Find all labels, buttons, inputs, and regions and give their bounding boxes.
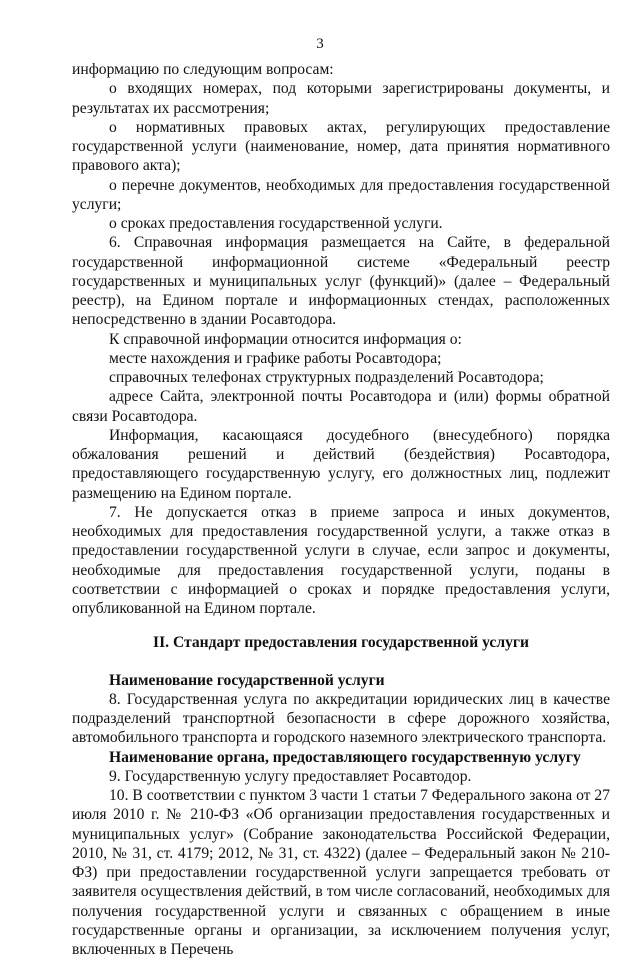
paragraph-list-item: месте нахождения и графике работы Росавтодора; bbox=[109, 349, 442, 367]
paragraph-list-item: о перечне документов, необходимых для предоставления государственной услуги; bbox=[72, 176, 610, 213]
paragraph-intro: информацию по следующим вопросам: bbox=[72, 61, 334, 78]
page-number: 3 bbox=[316, 36, 324, 52]
paragraph-clause-8: 8. Государственная услуга по аккредитации юридических лиц в качестве подразделений транспортной безопасности в сфере дорожного хозяйства, автомобильного транспорта и городского наземного электрического транспорта. bbox=[72, 690, 610, 747]
paragraph-list-item: о входящих номерах, под которыми зарегистрированы документы, и результатах их рассмотрения; bbox=[72, 80, 610, 117]
paragraph-list-item: адресе Сайта, электронной почты Росавтодора и (или) формы обратной связи Росавтодора. bbox=[72, 388, 610, 425]
subheading: Наименование государственной услуги bbox=[109, 671, 385, 689]
paragraph-clause-10: 10. В соответствии с пунктом 3 части 1 статьи 7 Федерального закона от 27 июля 2010 г. № 210-ФЗ «Об организации предоставления государственных и муниципальных услуг» (Собрание законодательства Российской Федерации, 2010, № 31, ст. 4179; 2012, № 31, ст. 4322) (далее – Федеральный закон № 210-ФЗ) при предоставлении государственной услуги запрещается требовать от заявителя осуществления действий, в том числе согласований, необходимых для получения государственной услуги и связанных с обращением в иные государственные органы и организации, за исключением получения услуг, включенных в Перечень bbox=[72, 787, 610, 958]
paragraph-clause-9: 9. Государственную услугу предоставляет Росавтодор. bbox=[109, 767, 472, 785]
paragraph: Информация, касающаяся досудебного (внесудебного) порядка обжалования решений и действий (бездействия) Росавтодора, предоставляющего государственную услугу, его должностных лиц, подлежит размещению на Едином портале. bbox=[72, 426, 610, 502]
paragraph-clause-6: 6. Справочная информация размещается на Сайте, в федеральной государственной информационной системе «Федеральный реестр государственных и муниципальных услуг (функций)» (далее – Федеральный реестр), на Едином портале и информационных стендах, расположенных непосредственно в здании Росавтодора. bbox=[72, 234, 610, 329]
paragraph-list-item: справочных телефонах структурных подразделений Росавтодора; bbox=[109, 369, 544, 386]
paragraph-clause-7: 7. Не допускается отказ в приеме запроса и иных документов, необходимых для предоставления государственной услуги, а также отказ в предоставлении государственной услуги в случае, если запрос и документы, необходимые для предоставления государственной услуги, поданы в соответствии с информацией о сроках и порядке предоставления услуги, опубликованной на Едином портале. bbox=[72, 503, 610, 617]
paragraph: К справочной информации относится информация о: bbox=[109, 330, 462, 348]
document-body bbox=[72, 60, 610, 959]
subheading: Наименование органа, предоставляющего государственную услугу bbox=[109, 748, 581, 766]
paragraph-list-item: о сроках предоставления государственной услуги. bbox=[109, 215, 443, 232]
section-heading: II. Стандарт предоставления государственной услуги bbox=[153, 634, 529, 652]
paragraph-list-item: о нормативных правовых актах, регулирующих предоставление государственной услуги (наименование, номер, дата принятия нормативного правового акта); bbox=[72, 118, 610, 175]
